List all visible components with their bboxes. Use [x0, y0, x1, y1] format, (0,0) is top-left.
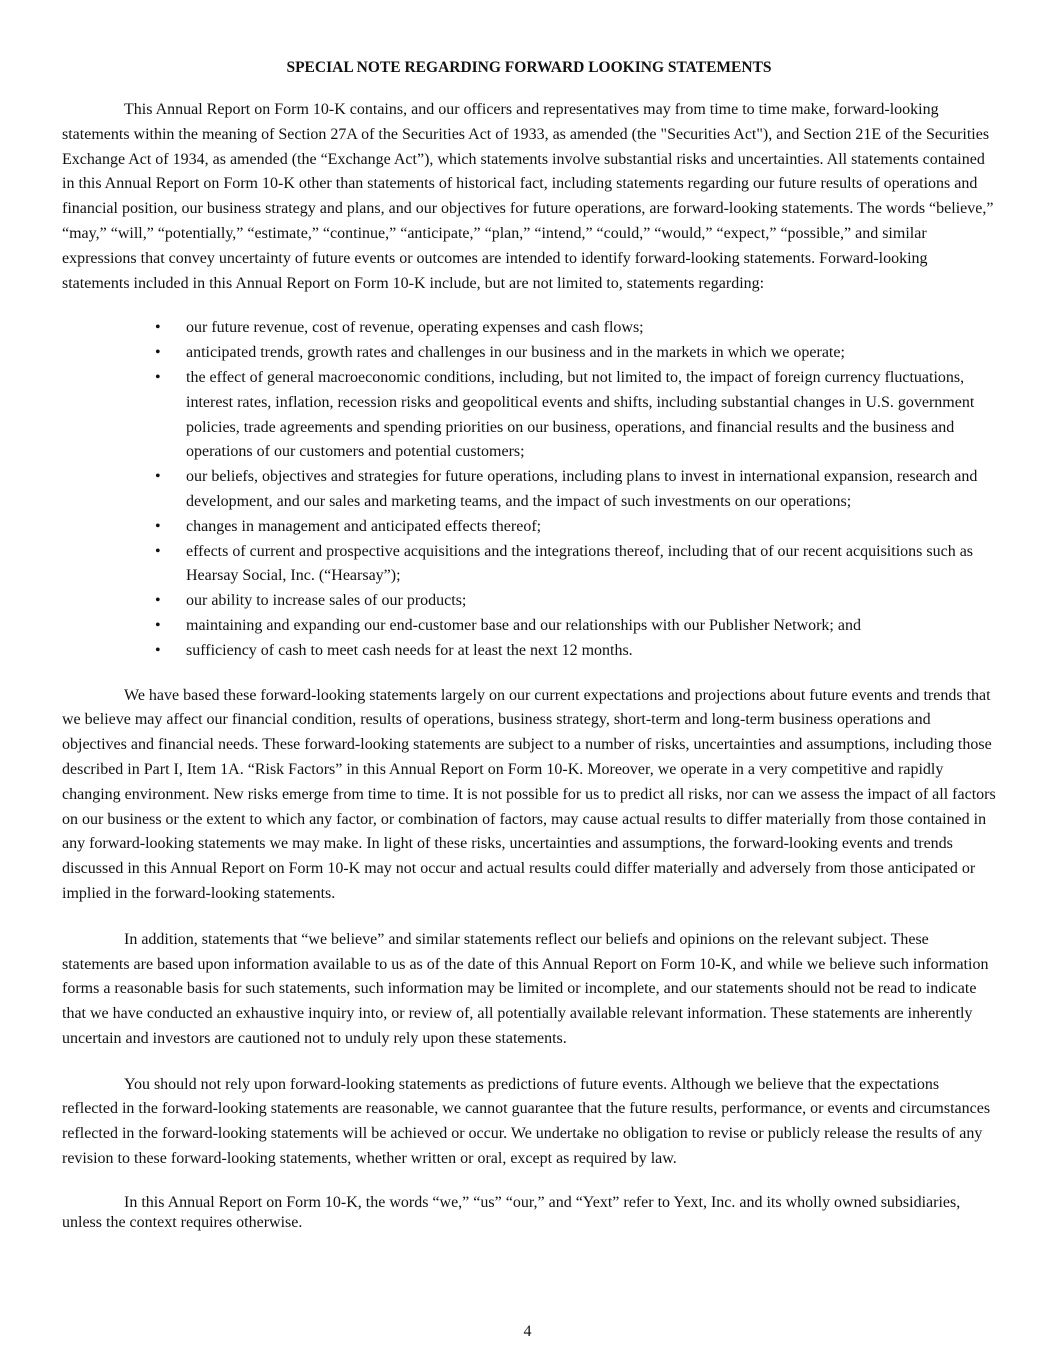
bullet-icon: •	[155, 517, 161, 535]
basis-paragraph: We have based these forward-looking statements largely on our current expectations and projections about future events and trends that we believe may affect our financial condition, results of operations, business strategy, short-term and long-term business operations and objectives and financial needs. These forward-looking statements are subject to a number of risks, uncertainties and assumptions, including those described in Part I, Item 1A. “Risk Factors” in this Annual Report on Form 10-K. Moreover, we operate in a very competitive and rapidly changing environment. New risks emerge from time to time. It is not possible for us to predict all risks, nor can we assess the impact of all factors on our business or the extent to which any factor, or combination of factors, may cause actual results to differ materially from those contained in any forward-looking statements we may make. In light of these risks, uncertainties and assumptions, the forward-looking events and trends discussed in this Annual Report on Form 10-K may not occur and actual results could differ materially and adversely from those anticipated or implied in the forward-looking statements.	[62, 686, 996, 902]
list-item	[155, 515, 996, 540]
list-item-text: anticipated trends, growth rates and challenges in our business and in the markets in which we operate;	[186, 344, 845, 362]
list-item	[155, 465, 996, 515]
document-page	[62, 58, 996, 1233]
bullet-icon: •	[155, 319, 161, 337]
beliefs-paragraph: In addition, statements that “we believe” and similar statements reflect our beliefs and opinions on the relevant subject. These statements are based upon information available to us as of the date of this Annual Report on Form 10-K, and while we believe such information forms a reasonable basis for such statements, such information may be limited or incomplete, and our statements should not be read to indicate that we have conducted an exhaustive inquiry into, or review of, all potentially available relevant information. These statements are inherently uncertain and investors are cautioned not to unduly rely upon these statements.	[62, 930, 989, 1047]
list-item	[155, 589, 996, 614]
bullet-icon: •	[155, 468, 161, 486]
list-item	[155, 639, 996, 664]
reliance-paragraph: You should not rely upon forward-looking statements as predictions of future events. Although we believe that the expectations reflected in the forward-looking statements are reasonable, we cannot guarantee that the future results, performance, or events and circumstances reflected in the forward-looking statements will be achieved or occur. We undertake no obligation to revise or publicly release the results of any revision to these forward-looking statements, whether written or oral, except as required by law.	[62, 1075, 991, 1168]
list-item	[155, 366, 996, 465]
list-item-text: maintaining and expanding our end-customer base and our relationships with our Publisher Network; and	[186, 616, 861, 634]
bullet-icon: •	[155, 592, 161, 610]
bullet-icon: •	[155, 641, 161, 659]
list-item	[155, 614, 996, 639]
intro-paragraph: This Annual Report on Form 10-K contains, and our officers and representatives may from time to time make, forward-looking statements within the meaning of Section 27A of the Securities Act of 1933, as amended (the "Securities Act"), and Section 21E of the Securities Exchange Act of 1934, as amended (the “Exchange Act”), which statements involve substantial risks and uncertainties. All statements contained in this Annual Report on Form 10-K other than statements of historical fact, including statements regarding our future results of operations and financial position, our business strategy and plans, and our objectives for future operations, are forward-looking statements. The words “believe,” “may,” “will,” “potentially,” “estimate,” “continue,” “anticipate,” “plan,” “intend,” “could,” “would,” “expect,” “possible,” and similar expressions that convey uncertainty of future events or outcomes are intended to identify forward-looking statements. Forward-looking statements included in this Annual Report on Form 10-K include, but are not limited to, statements regarding:	[62, 101, 994, 292]
bullet-icon: •	[155, 616, 161, 634]
bullet-icon: •	[155, 542, 161, 560]
bullet-list	[62, 316, 996, 663]
list-item-text: effects of current and prospective acquisitions and the integrations thereof, including that of our recent acquisitions such as Hearsay Social, Inc. (“Hearsay”);	[186, 542, 974, 585]
list-item-text: sufficiency of cash to meet cash needs for at least the next 12 months.	[186, 641, 633, 659]
list-item-text: our future revenue, cost of revenue, operating expenses and cash flows;	[186, 319, 644, 337]
bullet-icon: •	[155, 368, 161, 386]
bullet-icon: •	[155, 344, 161, 362]
list-item-text: the effect of general macroeconomic conditions, including, but not limited to, the impact of foreign currency fluctuations, interest rates, inflation, recession risks and geopolitical events and shifts, including substantial changes in U.S. government policies, trade agreements and spending priorities on our business, operations, and financial results and the business and operations of our customers and potential customers;	[186, 368, 975, 461]
list-item-text: our ability to increase sales of our products;	[186, 592, 467, 610]
list-item	[155, 341, 996, 366]
list-item-text: changes in management and anticipated effects thereof;	[186, 517, 542, 535]
list-item	[155, 540, 996, 590]
page-number: 4	[523, 1323, 532, 1340]
definitions-paragraph: In this Annual Report on Form 10-K, the words “we,” “us” “our,” and “Yext” refer to Yext, Inc. and its wholly owned subsidiaries, unless the context requires otherwise.	[62, 1193, 961, 1231]
list-item	[155, 316, 996, 341]
page-title: SPECIAL NOTE REGARDING FORWARD LOOKING STATEMENTS	[286, 59, 772, 76]
list-item-text: our beliefs, objectives and strategies for future operations, including plans to invest in international expansion, research and development, and our sales and marketing teams, and the impact of such investments on our operations;	[186, 468, 978, 510]
